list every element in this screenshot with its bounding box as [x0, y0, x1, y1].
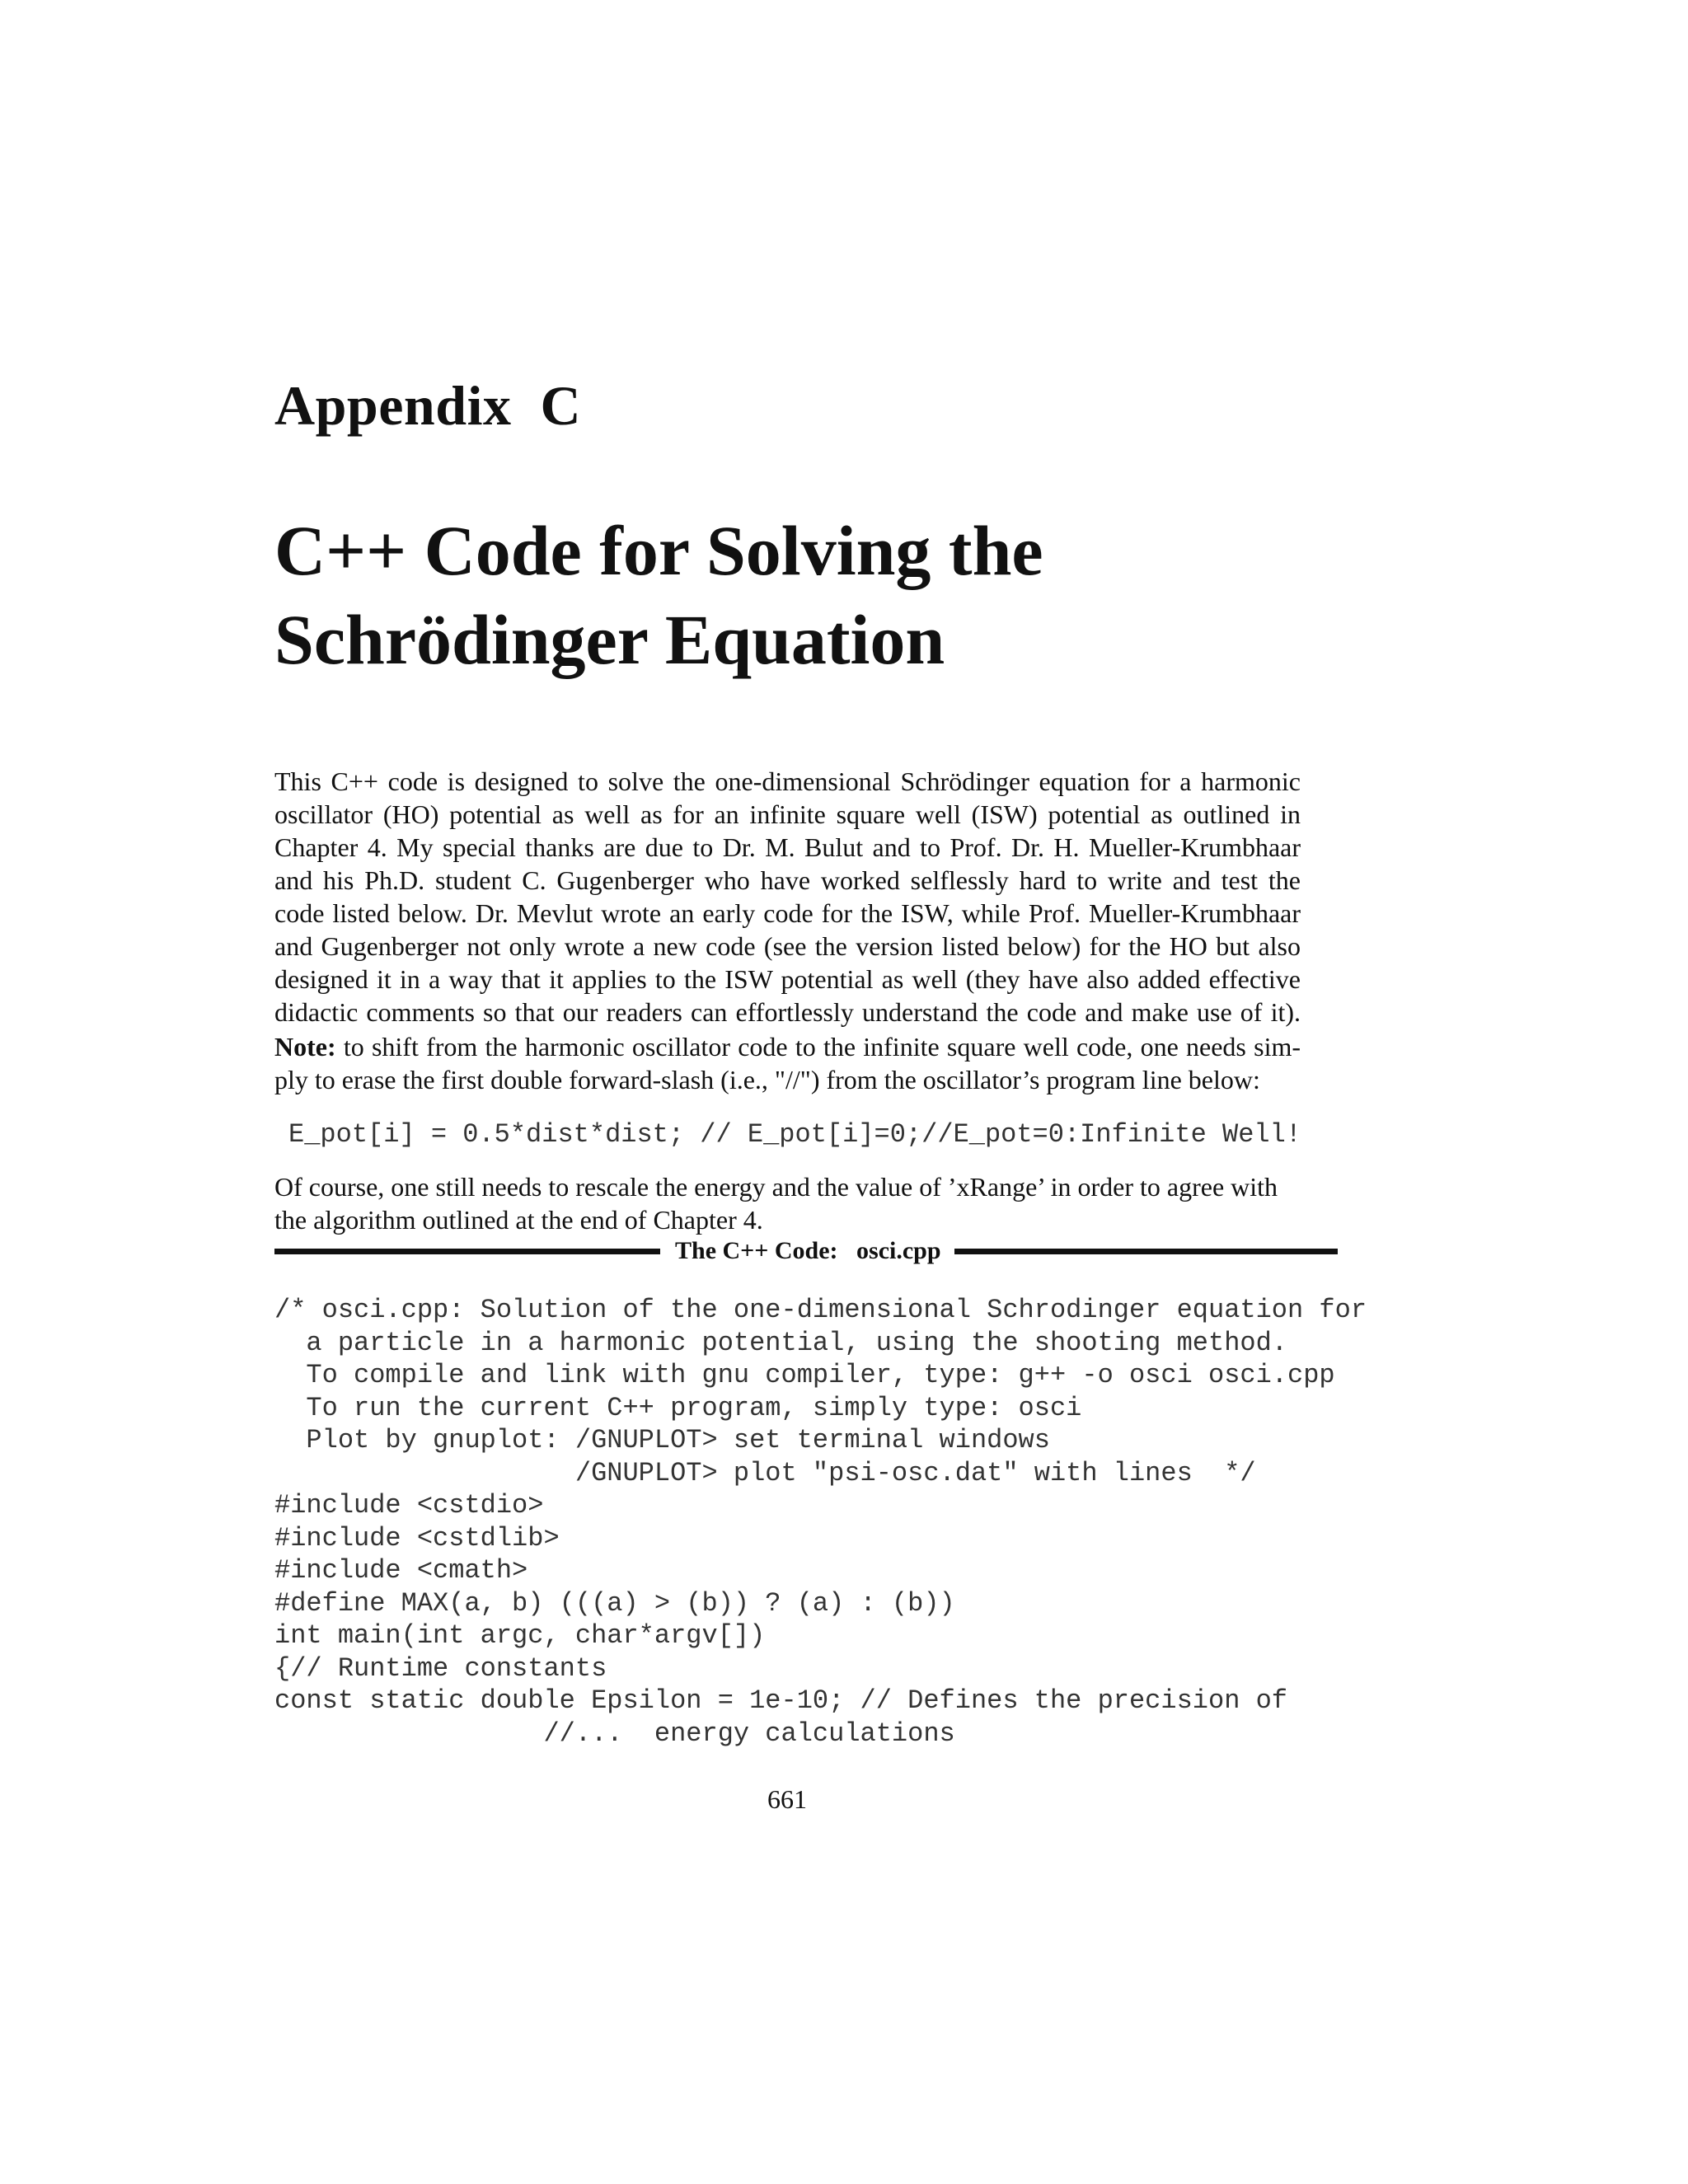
intro-line: and Gugenberger not only wrote a new code (see the version listed below) for the HO but also	[274, 931, 1301, 961]
note-paragraph	[274, 1030, 1301, 1096]
chapter-title-line: Schrödinger Equation	[274, 600, 945, 679]
code-line: To compile and link with gnu compiler, type: g++ -o osci osci.cpp	[274, 1360, 1335, 1390]
code-listing	[274, 1294, 1367, 1750]
code-line: #define MAX(a, b) (((a) > (b)) ? (a) : (b))	[274, 1587, 955, 1619]
intro-line: Chapter 4. My special thanks are due to Dr. M. Bulut and to Prof. Dr. H. Mueller-Krumbhaar	[274, 832, 1301, 862]
appendix-label: Appendix C	[274, 374, 582, 437]
code-line: //... energy calculations	[274, 1718, 955, 1749]
intro-line: designed it in a way that it applies to the ISW potential as well (they have also added effective	[274, 964, 1301, 994]
code-line: #include <cstdlib>	[274, 1522, 560, 1554]
code-line: To run the current C++ program, simply type: osci	[274, 1392, 1082, 1423]
inline-code-line: E_pot[i] = 0.5*dist*dist; // E_pot[i]=0;//E_pot=0:Infinite Well!	[288, 1119, 1301, 1150]
page-number: 661	[767, 1784, 807, 1814]
code-line: const static double Epsilon = 1e-10; // Defines the precision of	[274, 1685, 1287, 1716]
intro-line: This C++ code is designed to solve the one-dimensional Schrödinger equation for a harmonic	[274, 766, 1301, 796]
note-line: ply to erase the first double forward-slash (i.e., "//") from the oscillator’s program line below:	[274, 1065, 1260, 1094]
intro-line: oscillator (HO) potential as well as for an infinite square well (ISW) potential as outlined in	[274, 799, 1301, 829]
code-line: /* osci.cpp: Solution of the one-dimensional Schrodinger equation for	[274, 1295, 1367, 1325]
intro-paragraph	[274, 765, 1301, 1029]
intro-line: code listed below. Dr. Mevlut wrote an early code for the ISW, while Prof. Mueller-Krumbhaar	[274, 898, 1301, 928]
code-line: a particle in a harmonic potential, using the shooting method.	[274, 1327, 1287, 1358]
code-line: #include <cmath>	[274, 1555, 528, 1586]
followup-line: the algorithm outlined at the end of Chapter 4.	[274, 1205, 763, 1235]
header-rule-right	[954, 1249, 1338, 1254]
followup-paragraph	[274, 1170, 1301, 1236]
note-line	[274, 1030, 1301, 1063]
followup-line: Of course, one still needs to rescale the energy and the value of ’xRange’ in order to agree with	[274, 1172, 1278, 1202]
code-line: int main(int argc, char*argv[])	[274, 1620, 766, 1651]
code-line: {// Runtime constants	[274, 1652, 607, 1684]
code-section-label: The C++ Code: osci.cpp	[675, 1237, 941, 1264]
note-text: to shift from the harmonic oscillator code to the infinite square well code, one needs sim-	[335, 1032, 1301, 1062]
intro-line: didactic comments so that our readers can effortlessly understand the code and make use of it).	[274, 997, 1301, 1027]
code-line: /GNUPLOT> plot "psi-osc.dat" with lines */	[274, 1457, 1256, 1488]
chapter-title	[274, 506, 1043, 684]
header-rule-left	[274, 1249, 660, 1254]
code-section-header	[274, 1235, 1364, 1268]
code-line: Plot by gnuplot: /GNUPLOT> set terminal windows	[274, 1425, 1050, 1455]
chapter-title-line: C++ Code for Solving the	[274, 511, 1043, 590]
intro-line: and his Ph.D. student C. Gugenberger who have worked selflessly hard to write and test the	[274, 865, 1301, 895]
code-line: #include <cstdio>	[274, 1490, 544, 1521]
note-label: Note:	[274, 1032, 336, 1062]
